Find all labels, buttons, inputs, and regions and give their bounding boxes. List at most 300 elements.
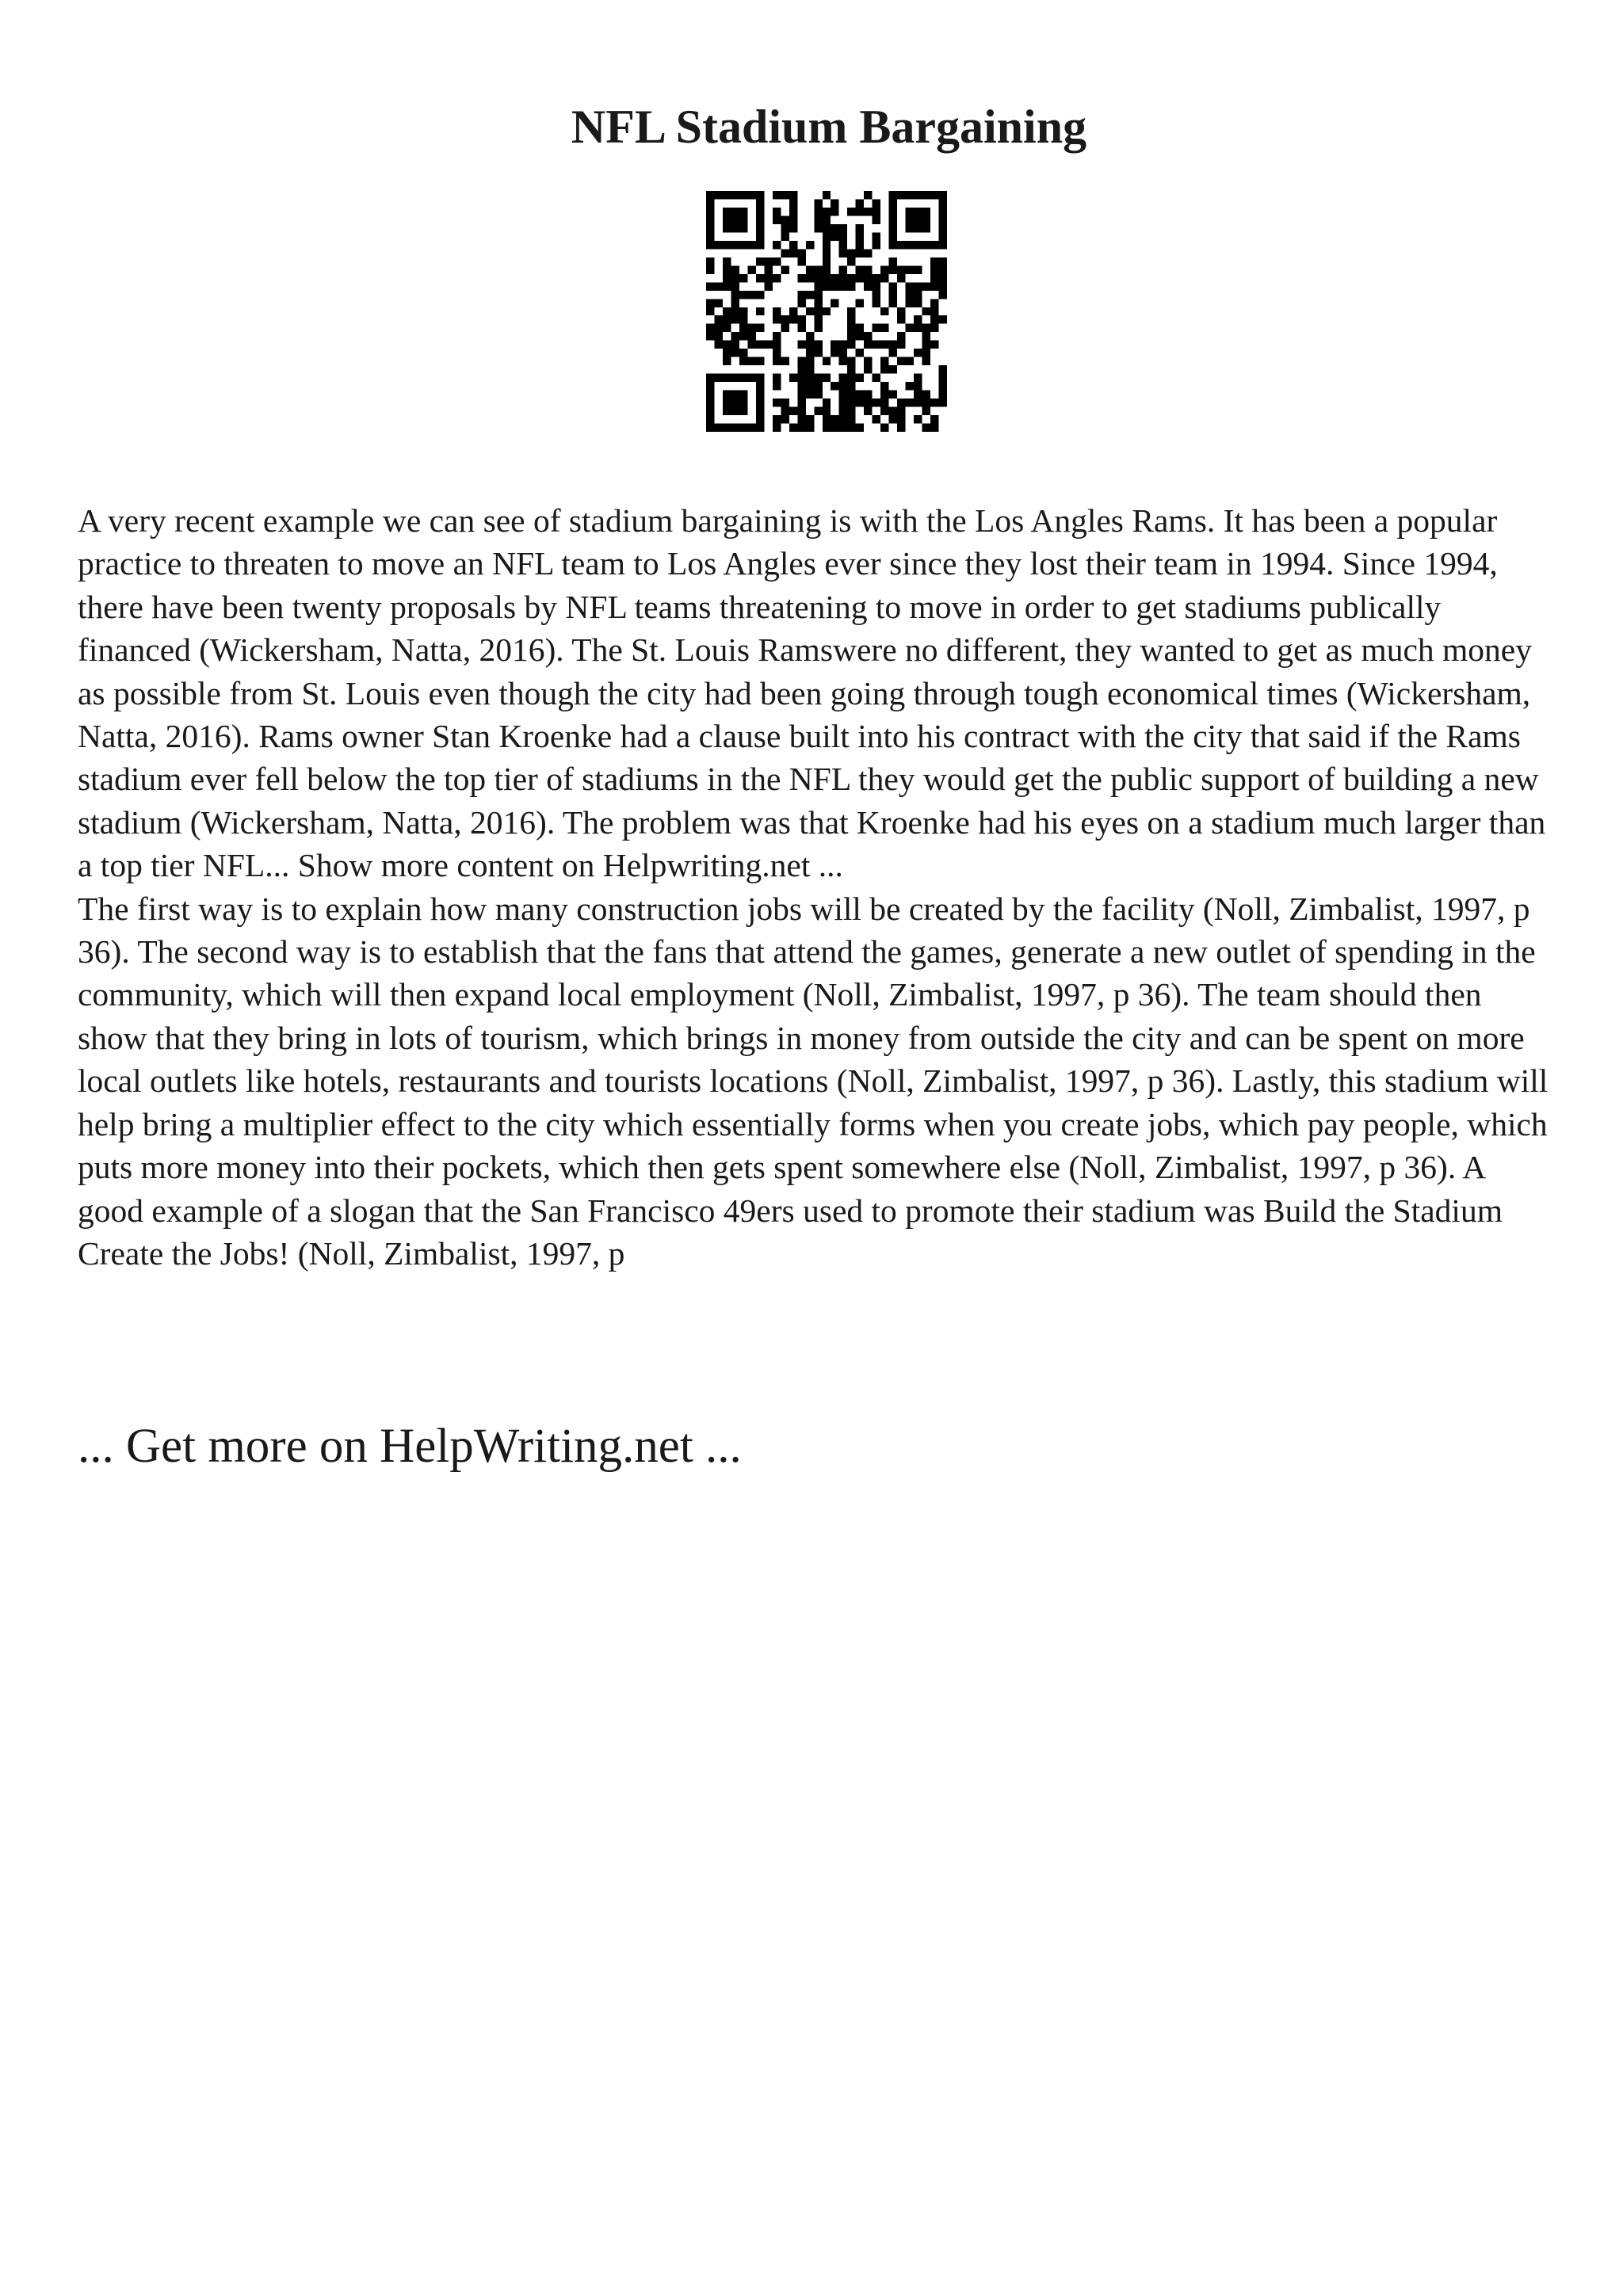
qr-module [814, 349, 822, 357]
qr-module [756, 357, 764, 365]
qr-module [897, 399, 905, 406]
qr-module [781, 232, 789, 240]
qr-module [906, 357, 914, 365]
qr-module [747, 374, 755, 382]
qr-module [873, 241, 880, 249]
qr-module [739, 324, 747, 332]
qr-module [789, 307, 797, 315]
qr-module [831, 232, 838, 240]
qr-module [797, 365, 805, 373]
qr-module [706, 282, 714, 290]
qr-module [922, 241, 930, 249]
qr-module [939, 265, 947, 273]
get-more-link[interactable]: ... Get more on HelpWriting.net ... [78, 1420, 742, 1473]
qr-module [914, 374, 922, 382]
qr-module [723, 215, 731, 223]
qr-module [814, 274, 822, 282]
qr-module [723, 241, 731, 249]
qr-module [731, 332, 739, 340]
qr-module [756, 415, 764, 423]
qr-module [706, 208, 714, 215]
qr-module [723, 399, 731, 406]
qr-module [831, 274, 838, 282]
qr-module [723, 282, 731, 290]
qr-module [706, 224, 714, 232]
qr-module [806, 291, 814, 299]
qr-module [880, 382, 888, 390]
qr-module [922, 407, 930, 415]
qr-module [723, 265, 731, 273]
qr-module [847, 357, 855, 365]
qr-module [731, 374, 739, 382]
qr-module [806, 424, 814, 432]
qr-module [856, 199, 864, 207]
qr-module [723, 357, 731, 365]
qr-module [747, 424, 755, 432]
qr-module [839, 224, 847, 232]
qr-module [747, 241, 755, 249]
qr-module [747, 291, 755, 299]
qr-module [814, 307, 822, 315]
qr-module [797, 391, 805, 399]
qr-module [823, 424, 831, 432]
qr-module [823, 274, 831, 282]
qr-module [914, 191, 922, 199]
qr-module [731, 407, 739, 415]
qr-module [773, 399, 781, 406]
qr-module [723, 224, 731, 232]
qr-module [847, 249, 855, 257]
qr-module [889, 282, 897, 290]
qr-module [839, 415, 847, 423]
qr-module [864, 282, 872, 290]
qr-module [739, 208, 747, 215]
qr-module [930, 299, 938, 307]
qr-module [914, 265, 922, 273]
qr-module [806, 274, 814, 282]
qr-module [831, 208, 838, 215]
qr-module [839, 399, 847, 406]
qr-module [873, 324, 880, 332]
qr-module [922, 282, 930, 290]
qr-module [889, 224, 897, 232]
qr-module [873, 415, 880, 423]
qr-module [764, 282, 772, 290]
qr-module [789, 215, 797, 223]
qr-module [906, 208, 914, 215]
qr-module [747, 357, 755, 365]
qr-module [781, 415, 789, 423]
qr-module [847, 324, 855, 332]
qr-module [706, 191, 714, 199]
qr-module [773, 349, 781, 357]
qr-module [814, 382, 822, 390]
qr-module [756, 324, 764, 332]
qr-module [731, 224, 739, 232]
qr-module [756, 307, 764, 315]
qr-module [797, 257, 805, 265]
qr-module [930, 324, 938, 332]
qr-module [747, 265, 755, 273]
qr-module [922, 332, 930, 340]
qr-module [773, 215, 781, 223]
qr-module [731, 215, 739, 223]
qr-module [823, 232, 831, 240]
qr-module [873, 291, 880, 299]
qr-module [880, 265, 888, 273]
qr-module [756, 382, 764, 390]
qr-module [889, 291, 897, 299]
qr-module [806, 391, 814, 399]
qr-module [864, 191, 872, 199]
qr-module [880, 424, 888, 432]
qr-module [797, 415, 805, 423]
qr-module [764, 265, 772, 273]
qr-module [814, 199, 822, 207]
qr-module [756, 391, 764, 399]
qr-module [739, 215, 747, 223]
qr-module [831, 282, 838, 290]
qr-module [756, 341, 764, 349]
qr-module [839, 382, 847, 390]
qr-module [847, 382, 855, 390]
qr-module [706, 391, 714, 399]
qr-module [897, 407, 905, 415]
qr-module [906, 265, 914, 273]
qr-module [889, 199, 897, 207]
qr-module [897, 357, 905, 365]
qr-module [756, 215, 764, 223]
qr-module [880, 365, 888, 373]
qr-module [897, 315, 905, 323]
qr-module [731, 274, 739, 282]
qr-module [723, 257, 731, 265]
qr-module [922, 391, 930, 399]
qr-module [914, 324, 922, 332]
qr-module [889, 299, 897, 307]
qr-module [756, 241, 764, 249]
qr-module [839, 241, 847, 249]
qr-module [897, 332, 905, 340]
qr-module [806, 415, 814, 423]
qr-module [723, 324, 731, 332]
qr-module [773, 382, 781, 390]
qr-module [781, 215, 789, 223]
qr-module [889, 215, 897, 223]
qr-module [706, 215, 714, 223]
qr-module [922, 208, 930, 215]
qr-module [922, 224, 930, 232]
qr-module [739, 274, 747, 282]
qr-module [714, 191, 722, 199]
qr-module [806, 382, 814, 390]
qr-module [864, 274, 872, 282]
qr-module [814, 391, 822, 399]
qr-module [823, 265, 831, 273]
qr-module [797, 407, 805, 415]
qr-module [856, 374, 864, 382]
qr-module [706, 332, 714, 340]
qr-module [739, 307, 747, 315]
qr-module [856, 249, 864, 257]
qr-module [706, 199, 714, 207]
qr-module [814, 315, 822, 323]
qr-module [781, 249, 789, 257]
qr-module [706, 399, 714, 406]
qr-module [739, 349, 747, 357]
qr-module [756, 224, 764, 232]
qr-module [814, 407, 822, 415]
qr-module [914, 299, 922, 307]
qr-module [930, 274, 938, 282]
qr-module [797, 315, 805, 323]
qr-module [922, 357, 930, 365]
qr-module [873, 199, 880, 207]
qr-module [706, 257, 714, 265]
qr-module [939, 224, 947, 232]
qr-module [814, 208, 822, 215]
qr-module [839, 341, 847, 349]
qr-module [873, 399, 880, 406]
qr-module [889, 415, 897, 423]
qr-module [856, 332, 864, 340]
qr-module [856, 299, 864, 307]
qr-module [906, 399, 914, 406]
qr-module [773, 341, 781, 349]
qr-module [906, 241, 914, 249]
qr-module [930, 265, 938, 273]
qr-module [856, 424, 864, 432]
qr-module [864, 332, 872, 340]
qr-module [789, 249, 797, 257]
qr-module [723, 374, 731, 382]
qr-module [731, 208, 739, 215]
qr-module [756, 232, 764, 240]
qr-module [806, 332, 814, 340]
qr-module [764, 274, 772, 282]
qr-module [723, 341, 731, 349]
qr-module [847, 365, 855, 373]
qr-module [922, 215, 930, 223]
qr-module [839, 407, 847, 415]
qr-module [823, 224, 831, 232]
qr-module [797, 324, 805, 332]
qr-module [914, 349, 922, 357]
qr-module [814, 265, 822, 273]
qr-module [930, 424, 938, 432]
qr-module [823, 407, 831, 415]
qr-module [889, 241, 897, 249]
qr-module [706, 382, 714, 390]
qr-module [914, 215, 922, 223]
qr-module [939, 282, 947, 290]
qr-module [731, 349, 739, 357]
qr-module [706, 415, 714, 423]
qr-module [714, 424, 722, 432]
qr-module [880, 399, 888, 406]
qr-module [739, 332, 747, 340]
qr-module [806, 265, 814, 273]
qr-module [856, 391, 864, 399]
qr-module [873, 282, 880, 290]
qr-module [906, 282, 914, 290]
qr-module [706, 265, 714, 273]
qr-module [906, 224, 914, 232]
qr-module [756, 191, 764, 199]
qr-module [864, 391, 872, 399]
qr-module [914, 391, 922, 399]
qr-module [864, 365, 872, 373]
qr-module [823, 282, 831, 290]
qr-module [847, 307, 855, 315]
qr-module [847, 374, 855, 382]
qr-module [880, 324, 888, 332]
qr-module [922, 424, 930, 432]
qr-module [889, 407, 897, 415]
qr-module [823, 215, 831, 223]
qr-module [806, 357, 814, 365]
qr-module [856, 224, 864, 232]
qr-module [939, 241, 947, 249]
qr-module [847, 274, 855, 282]
qr-module [773, 415, 781, 423]
document-body [78, 499, 1552, 1275]
qr-module [706, 324, 714, 332]
qr-module [831, 224, 838, 232]
qr-module [714, 299, 722, 307]
qr-module [823, 374, 831, 382]
qr-module [847, 424, 855, 432]
qr-module [731, 391, 739, 399]
qr-module [823, 241, 831, 249]
qr-module [914, 224, 922, 232]
qr-module [706, 241, 714, 249]
qr-module [897, 274, 905, 282]
qr-module [773, 191, 781, 199]
qr-module [789, 199, 797, 207]
qr-module [897, 191, 905, 199]
qr-module [739, 315, 747, 323]
qr-module [831, 415, 838, 423]
qr-module [731, 191, 739, 199]
qr-module [922, 399, 930, 406]
qr-module [781, 399, 789, 406]
qr-module [723, 315, 731, 323]
qr-module [806, 365, 814, 373]
qr-module [847, 391, 855, 399]
qr-module [756, 399, 764, 406]
qr-module [723, 349, 731, 357]
qr-module [880, 341, 888, 349]
qr-module [723, 274, 731, 282]
qr-module [914, 208, 922, 215]
qr-module [731, 341, 739, 349]
qr-module [906, 299, 914, 307]
qr-module [781, 224, 789, 232]
qr-module [773, 257, 781, 265]
qr-module [739, 241, 747, 249]
qr-module [939, 382, 947, 390]
qr-module [914, 291, 922, 299]
qr-module [839, 274, 847, 282]
qr-module [839, 282, 847, 290]
qr-module [856, 399, 864, 406]
qr-module [773, 315, 781, 323]
qr-module [789, 241, 797, 249]
qr-module [847, 415, 855, 423]
body-paragraph-2: The first way is to explain how many construction jobs will be created by the facility (Noll, Zimbalist, 1997, p 36). The second way is to establish that the fans that attend the games, generate a new outlet of spending in the community, which will then expand local employment (Noll, Zimbalist, 1997, p 36). The team should then show that they bring in lots of tourism, which brings in money from outside the city and can be spent on more local outlets like hotels, restaurants and tourists locations (Noll, Zimbalist, 1997, p 36). Lastly, this stadium will help bring a multiplier effect to the city which essentially forms when you create jobs, which pay people, which puts more money into their pockets, which then gets spent somewhere else (Noll, Zimbalist, 1997, p 36). A good example of a slogan that the San Francisco 49ers used to promote their stadium was Build the Stadium Create the Jobs! (Noll, Zimbalist, 1997, p [78, 890, 1549, 1272]
qr-module [914, 382, 922, 390]
qr-module [873, 374, 880, 382]
qr-module [756, 291, 764, 299]
qr-module [714, 324, 722, 332]
qr-module [739, 191, 747, 199]
qr-module [930, 399, 938, 406]
qr-module [706, 407, 714, 415]
qr-module [739, 374, 747, 382]
qr-module [930, 341, 938, 349]
qr-module [806, 341, 814, 349]
qr-module [756, 257, 764, 265]
qr-module [939, 374, 947, 382]
qr-module [939, 365, 947, 373]
qr-module [706, 232, 714, 240]
qr-module [781, 315, 789, 323]
qr-module [823, 357, 831, 365]
qr-module [889, 232, 897, 240]
qr-module [906, 215, 914, 223]
qr-module [756, 424, 764, 432]
qr-module [856, 241, 864, 249]
qr-code-graphic [706, 191, 947, 432]
qr-module [797, 374, 805, 382]
qr-module [823, 249, 831, 257]
qr-module [847, 282, 855, 290]
qr-module [814, 299, 822, 307]
qr-module [723, 391, 731, 399]
qr-module [847, 257, 855, 265]
qr-module [814, 282, 822, 290]
qr-module [739, 291, 747, 299]
qr-module [739, 357, 747, 365]
qr-module [939, 399, 947, 406]
qr-module [714, 374, 722, 382]
qr-module [797, 291, 805, 299]
qr-module [897, 241, 905, 249]
qr-module [939, 274, 947, 282]
qr-module [930, 307, 938, 315]
qr-module [714, 332, 722, 340]
qr-module [789, 424, 797, 432]
qr-module [714, 341, 722, 349]
qr-module [856, 324, 864, 332]
qr-module [739, 407, 747, 415]
qr-module [847, 208, 855, 215]
qr-module [922, 349, 930, 357]
qr-module [906, 291, 914, 299]
qr-module [939, 208, 947, 215]
qr-code-icon [706, 191, 947, 432]
qr-module [847, 341, 855, 349]
qr-module [897, 424, 905, 432]
qr-module [873, 232, 880, 240]
qr-module [897, 265, 905, 273]
qr-module [906, 324, 914, 332]
qr-module [873, 274, 880, 282]
qr-module [864, 208, 872, 215]
qr-module [930, 415, 938, 423]
qr-module [847, 407, 855, 415]
